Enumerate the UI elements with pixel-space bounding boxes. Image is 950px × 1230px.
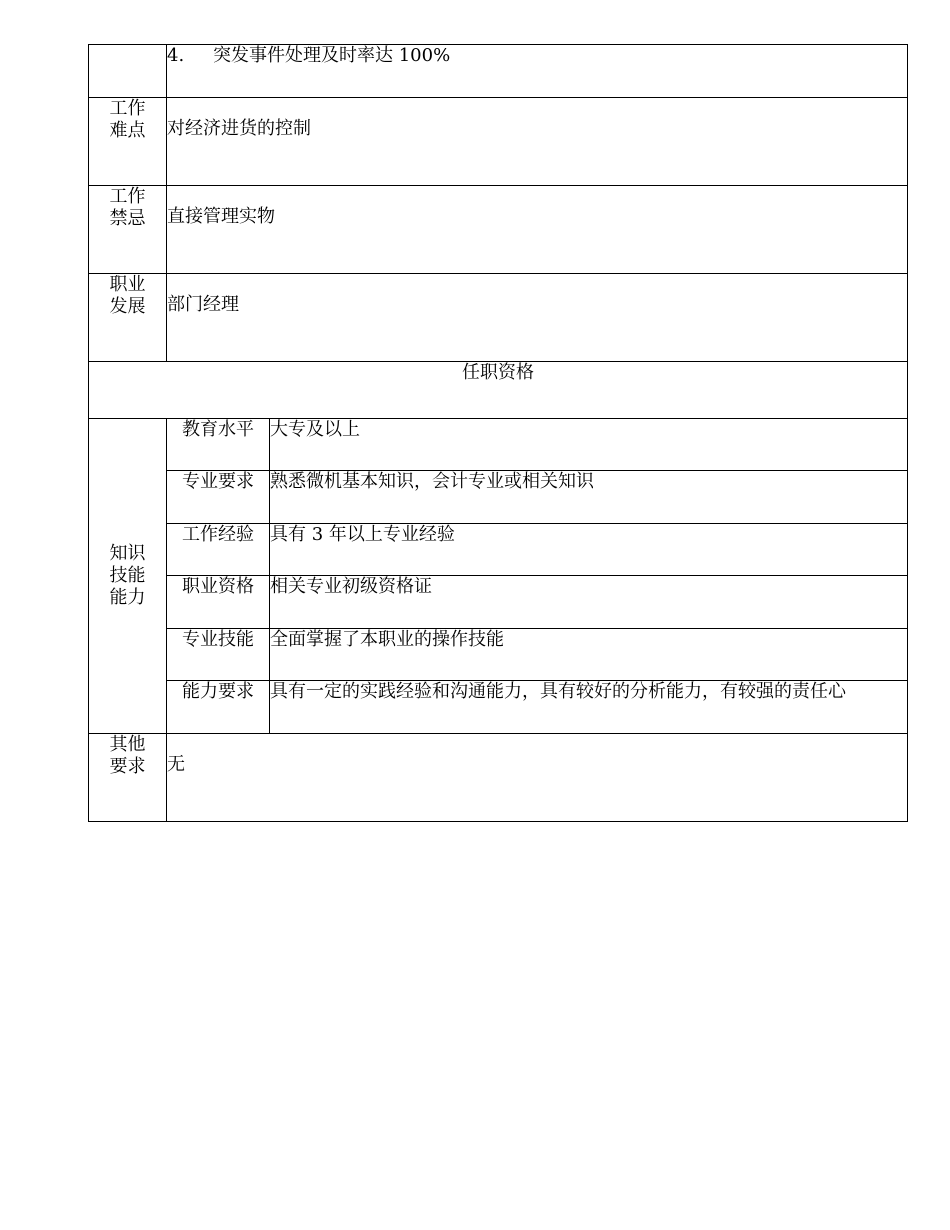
section-title: 任职资格 bbox=[89, 362, 908, 419]
work-difficulty-value: 对经济进货的控制 bbox=[167, 98, 908, 186]
kpi-text: 突发事件处理及时率达 100% bbox=[213, 45, 451, 66]
major-requirement-label: 专业要求 bbox=[167, 471, 270, 524]
ability-requirement-label: 能力要求 bbox=[167, 681, 270, 734]
career-development-value: 部门经理 bbox=[167, 274, 908, 362]
table-row bbox=[89, 362, 908, 419]
work-difficulty-label: 工作 难点 bbox=[89, 98, 167, 186]
professional-skill-label: 专业技能 bbox=[167, 629, 270, 681]
kpi-number: 4. bbox=[167, 45, 185, 66]
career-development-label: 职业 发展 bbox=[89, 274, 167, 362]
professional-skill-value: 全面掌握了本职业的操作技能 bbox=[270, 629, 908, 681]
other-requirements-value: 无 bbox=[167, 734, 908, 822]
work-taboo-label: 工作 禁忌 bbox=[89, 186, 167, 274]
table-row bbox=[89, 471, 908, 524]
education-label: 教育水平 bbox=[167, 419, 270, 471]
table-row bbox=[89, 576, 908, 629]
table-row bbox=[89, 734, 908, 822]
empty-label-cell bbox=[89, 45, 167, 98]
education-value: 大专及以上 bbox=[270, 419, 908, 471]
table-row bbox=[89, 98, 908, 186]
table-row bbox=[89, 419, 908, 471]
ability-requirement-value: 具有一定的实践经验和沟通能力，具有较好的分析能力，有较强的责任心 bbox=[270, 681, 908, 734]
table-row bbox=[89, 524, 908, 576]
work-experience-value: 具有 3 年以上专业经验 bbox=[270, 524, 908, 576]
major-requirement-value: 熟悉微机基本知识，会计专业或相关知识 bbox=[270, 471, 908, 524]
kpi-cell bbox=[167, 45, 908, 98]
work-experience-label: 工作经验 bbox=[167, 524, 270, 576]
table-row bbox=[89, 681, 908, 734]
job-description-table bbox=[88, 44, 908, 822]
table-row bbox=[89, 274, 908, 362]
table-row bbox=[89, 186, 908, 274]
work-taboo-value: 直接管理实物 bbox=[167, 186, 908, 274]
table-row bbox=[89, 45, 908, 98]
table-row bbox=[89, 629, 908, 681]
qualification-label: 职业资格 bbox=[167, 576, 270, 629]
knowledge-skills-label: 知识 技能 能力 bbox=[89, 419, 167, 734]
qualification-value: 相关专业初级资格证 bbox=[270, 576, 908, 629]
other-requirements-label: 其他 要求 bbox=[89, 734, 167, 822]
